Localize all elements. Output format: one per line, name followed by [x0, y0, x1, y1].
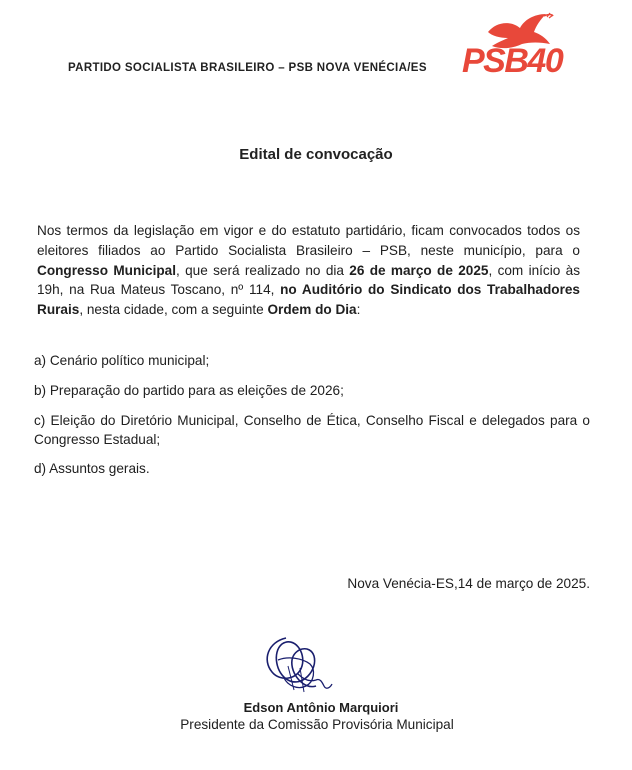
- agenda-item: b) Preparação do partido para as eleições de 2026;: [34, 383, 344, 398]
- psb-logo: [462, 12, 582, 82]
- paragraph-text: , nesta cidade, com a seguinte: [79, 302, 268, 318]
- agenda-heading: Ordem do Dia: [267, 302, 357, 318]
- signer-name: Edson Antônio Marquiori: [243, 700, 399, 715]
- signature-scribble: [258, 630, 348, 700]
- paragraph-text: , que será realizado no dia: [176, 262, 350, 278]
- agenda-item: d) Assuntos gerais.: [34, 461, 150, 476]
- agenda-item: c) Eleição do Diretório Municipal, Conselho de Ética, Conselho Fiscal e delegados para o Congresso Estadual;: [34, 413, 590, 447]
- event-venue: no Auditório do Sindicato dos Trabalhadores Rurais: [37, 282, 580, 318]
- signer-role: Presidente da Comissão Provisória Municipal: [180, 717, 454, 732]
- event-date: 26 de março de 2025: [349, 262, 489, 278]
- organization-header: PARTIDO SOCIALISTA BRASILEIRO – PSB NOVA VENÉCIA/ES: [68, 62, 427, 74]
- paragraph-text: Nos termos da legislação em vigor e do estatuto partidário, ficam convocados todos os eleitores filiados ao Partido Socialista Brasileiro – PSB, neste município, para o: [37, 223, 580, 258]
- agenda-item: a) Cenário político municipal;: [34, 353, 210, 368]
- logo-text: PSB40: [462, 42, 563, 80]
- document-title: Edital de convocação: [239, 146, 393, 163]
- place-date: Nova Venécia-ES,14 de março de 2025.: [347, 576, 590, 591]
- paragraph-text: , com início às 19h, na Rua Mateus Toscano, nº 114,: [37, 262, 580, 298]
- congress-name: Congresso Municipal: [37, 262, 177, 278]
- paragraph-text: :: [356, 302, 361, 318]
- convocation-paragraph: [37, 221, 580, 320]
